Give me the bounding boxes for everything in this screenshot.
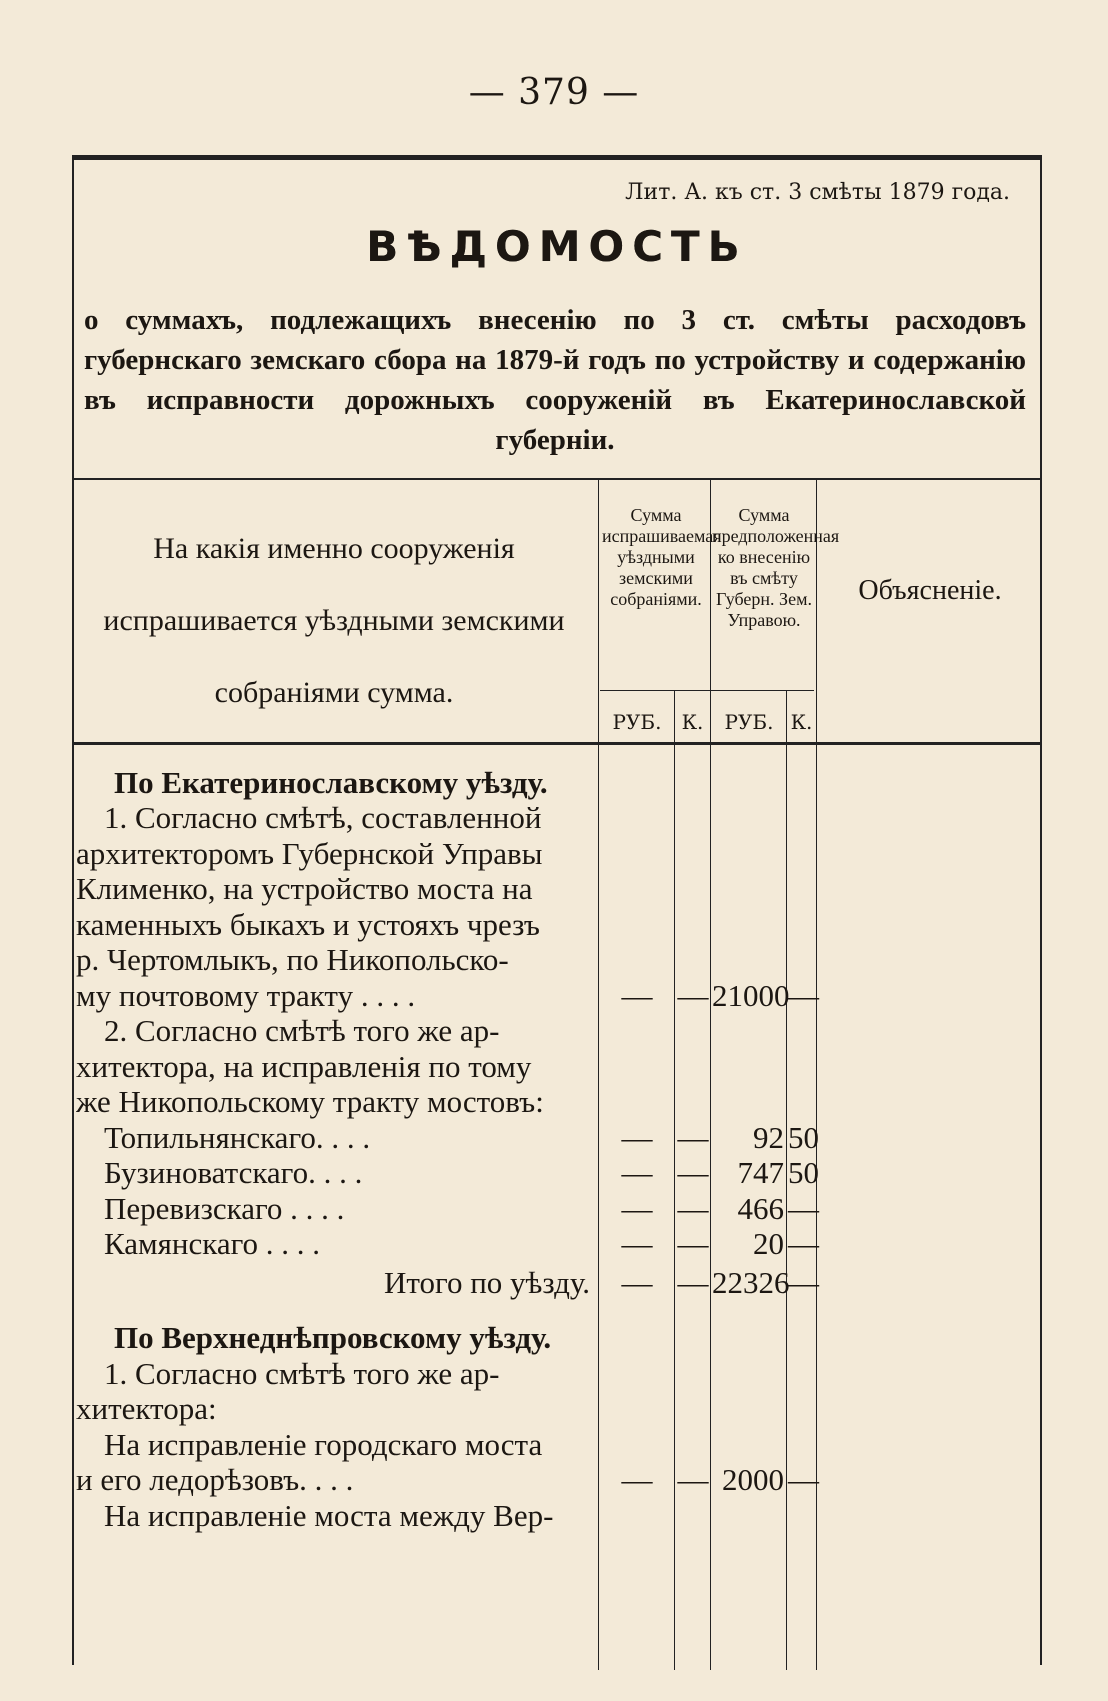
row-requested-rub: — [621,1265,653,1300]
row-description: 1. Согласно смѣтѣ, составленной [104,800,542,835]
statement-frame [72,155,1042,1665]
row-description: му почтовому тракту . . . . [76,978,416,1013]
column-separator [674,690,675,1670]
row-proposed-kop: — [788,1462,819,1497]
row-description: 2. Согласно смѣтѣ того же ар- [104,1013,500,1048]
row-description: 1. Согласно смѣтѣ того же ар- [104,1356,500,1391]
row-description: Итого по уѣзду. [384,1265,590,1300]
column-header-explanation: Объясненіе. [858,575,1002,606]
row-proposed-kop: — [788,1191,819,1226]
unit-rub-requested: РУБ. [612,710,662,734]
row-requested-rub: — [621,1155,653,1190]
column-header-proposed: Сумма предположенная ко внесенію въ смѣту Губерн. Зем. Управою. [712,505,840,630]
row-description: же Никопольскому тракту мостовъ: [76,1084,544,1119]
unit-kop-proposed: К. [790,710,813,734]
row-proposed-kop: — [788,1265,819,1300]
row-proposed-rub: 21000 [712,978,790,1013]
row-description: каменныхъ быкахъ и устояхъ чрезъ [76,907,540,942]
row-description: и его ледорѣзовъ. . . . [76,1462,354,1497]
document-title: ВѢДОМОСТЬ [366,222,748,271]
document-subtitle: о суммахъ, подлежащихъ внесенію по 3 ст. смѣты расходовъ губернскаго земскаго сбора на 1879-й годъ по устройству и содержанію въ исправности дорожныхъ сооруженій въ Екатеринославской губерніи. [84,304,1026,456]
row-requested-kop: — [677,1462,709,1497]
row-proposed-kop: 50 [788,1120,819,1155]
row-description: По Екатеринославскому уѣзду. [114,765,548,800]
row-description: Камянскаго . . . . [104,1226,321,1261]
row-proposed-rub: 747 [737,1155,784,1190]
row-description: По Верхнеднѣпровскому уѣзду. [114,1320,552,1355]
row-proposed-kop: — [788,978,819,1013]
column-separator [598,480,599,1670]
row-description: На исправленіе городскаго моста [104,1427,543,1462]
row-requested-kop: — [677,1155,709,1190]
row-requested-rub: — [621,1191,653,1226]
row-requested-rub: — [621,1462,653,1497]
unit-rub-proposed: РУБ. [724,710,774,734]
row-proposed-kop: 50 [788,1155,819,1190]
row-requested-kop: — [677,978,709,1013]
row-proposed-kop: — [788,1226,819,1261]
row-description: р. Чертомлыкъ, по Никопольско- [76,942,509,977]
page-number: — 379 — [468,72,640,113]
header-bottom-rule [74,742,1040,745]
row-proposed-rub: 22326 [712,1265,790,1300]
row-requested-kop: — [677,1226,709,1261]
row-requested-rub: — [621,1226,653,1261]
header-top-rule [74,478,1040,480]
row-proposed-rub: 2000 [722,1462,784,1497]
column-header-requested: Сумма испрашиваемая уѣздными земскими собраніями. [602,505,722,609]
row-requested-kop: — [677,1191,709,1226]
row-requested-rub: — [621,978,653,1013]
reference-note: Лит. А. къ ст. 3 смѣты 1879 года. [625,180,1010,205]
row-description: На исправленіе моста между Вер- [104,1498,554,1533]
row-proposed-rub: 20 [753,1226,784,1261]
row-description: хитектора: [76,1391,217,1426]
row-description: Бузиноватскаго. . . . [104,1155,363,1190]
column-separator [710,480,711,1670]
row-proposed-rub: 466 [737,1191,784,1226]
row-requested-kop: — [677,1265,709,1300]
row-requested-kop: — [677,1120,709,1155]
column-header-description: На какія именно сооруженія испрашивается уѣздными земскими собраніями сумма. [103,532,565,709]
row-description: Клименко, на устройство моста на [76,871,533,906]
unit-rule [600,690,814,691]
row-description: Топильнянскаго. . . . [104,1120,371,1155]
row-description: архитекторомъ Губернской Управы [76,836,543,871]
row-description: хитектора, на исправленія по тому [76,1049,532,1084]
unit-kop-requested: К. [681,710,704,734]
row-proposed-rub: 92 [753,1120,784,1155]
column-separator [786,690,787,1670]
row-requested-rub: — [621,1120,653,1155]
row-description: Перевизскаго . . . . [104,1191,345,1226]
